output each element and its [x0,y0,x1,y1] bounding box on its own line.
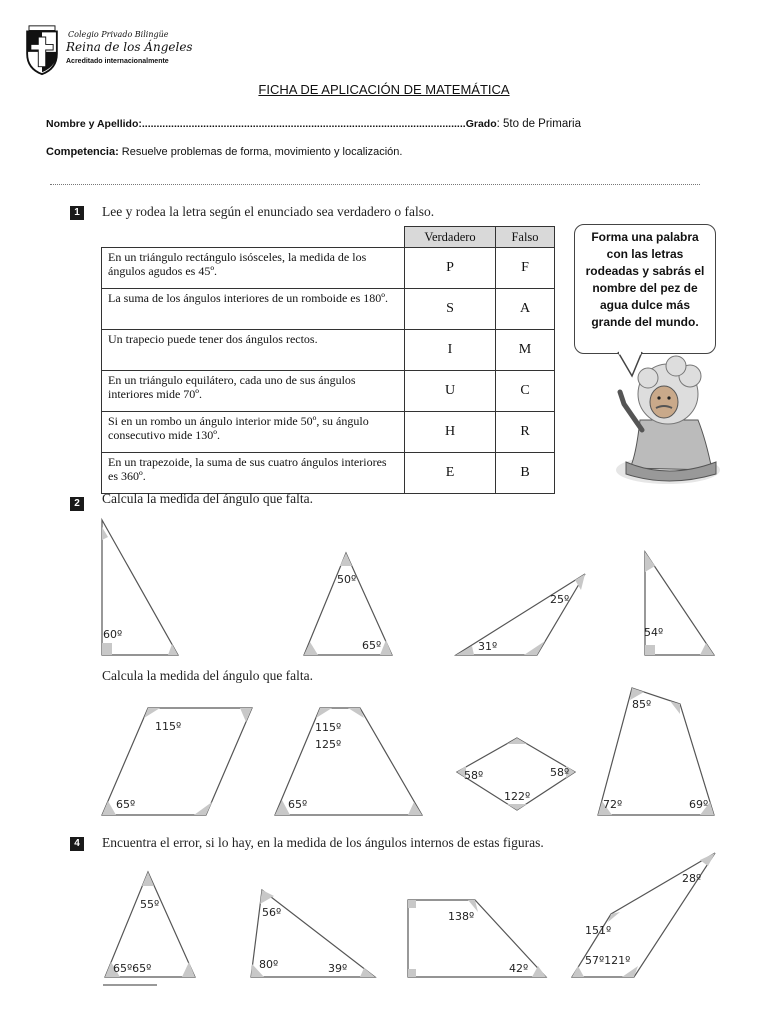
angle-label: 69º [689,798,709,811]
figure-q2-4 [645,552,714,655]
false-letter[interactable]: M [496,330,555,371]
question-number-2: 2 [70,497,84,511]
statement-cell: Si en un rombo un ángulo interior mide 50º, su ángulo consecutivo mide 130º. [102,412,405,453]
angle-label: 60º [103,628,123,641]
school-name-line2: Reina de los Ángeles [66,40,193,54]
col-header-true: Verdadero [405,227,496,248]
statement-cell: En un triángulo rectángulo isósceles, la medida de los ángulos agudos es 45º. [102,248,405,289]
true-letter[interactable]: I [405,330,496,371]
angle-label: 115º [155,720,182,733]
statement-cell: En un triángulo equilátero, cada uno de sus ángulos interiores mide 70º. [102,371,405,412]
false-letter[interactable]: A [496,289,555,330]
grade-label: Grado [465,118,497,130]
angle-label: 138º [448,910,475,923]
competencia-value: Resuelve problemas de forma, movimiento y localización. [118,146,403,158]
angle-label: 54º [644,626,664,639]
true-letter[interactable]: S [405,289,496,330]
false-letter[interactable]: B [496,453,555,494]
statement-cell: En un trapezoide, la suma de sus cuatro ángulos interiores es 360º. [102,453,405,494]
angle-label: 125º [315,738,342,751]
angle-label: 57º121º [585,954,631,967]
angle-label: 50º [337,573,357,586]
angle-label: 65º [288,798,308,811]
angle-label: 25º [550,593,570,606]
true-letter[interactable]: H [405,412,496,453]
question-2-text: Calcula la medida del ángulo que falta. [102,491,314,506]
competencia-label: Competencia: [46,146,119,158]
name-blank: ............................................................................................................... [141,118,466,130]
name-label: Nombre y Apellido: [46,118,142,130]
school-name-line1: Colegio Privado Bilingüe [68,30,169,39]
question-4-text: Encuentra el error, si lo hay, en la medida de los ángulos internos de estas figuras. [102,835,544,850]
statement-cell: Un trapecio puede tener dos ángulos rectos. [102,330,405,371]
question-3-text: Calcula la medida del ángulo que falta. [102,668,314,683]
angle-label: 65º [362,639,382,652]
question-number-4: 4 [70,837,84,851]
angle-label: 56º [262,906,282,919]
page-title: FICHA DE APLICACIÓN DE MATEMÁTICA [258,82,510,97]
true-letter[interactable]: E [405,453,496,494]
angle-label: 31º [478,640,498,653]
angle-label: 80º [259,958,279,971]
speech-bubble-tail [618,352,642,376]
angle-label: 151º [585,924,612,937]
angle-label: 55º [140,898,160,911]
false-letter[interactable]: R [496,412,555,453]
angle-label: 85º [632,698,652,711]
figure-q2-3 [456,574,585,655]
school-accreditation: Acreditado internacionalmente [66,58,169,65]
false-letter[interactable]: C [496,371,555,412]
grade-value: : 5to de Primaria [496,118,581,130]
angle-label: 58º [464,769,484,782]
angle-label: 65º65º [113,962,152,975]
figure-q3-4 [598,688,714,815]
angle-label: 39º [328,962,348,975]
angle-label: 72º [603,798,623,811]
speech-bubble: Forma una palabra con las letras rodeadas y sabrás el nombre del pez de agua dulce más grande del mundo. [574,224,716,354]
question-1-text: Lee y rodea la letra según el enunciado sea verdadero o falso. [102,204,435,219]
angle-label: 115º [315,721,342,734]
false-letter[interactable]: F [496,248,555,289]
angle-label: 122º [504,790,531,803]
question-number-1: 1 [70,206,84,220]
angle-label: 28º [682,872,702,885]
true-letter[interactable]: P [405,248,496,289]
true-letter[interactable]: U [405,371,496,412]
col-header-false: Falso [496,227,555,248]
angle-label: 42º [509,962,529,975]
statement-cell: La suma de los ángulos interiores de un romboide es 180º. [102,289,405,330]
angle-label: 65º [116,798,136,811]
angle-label: 58º [550,766,570,779]
